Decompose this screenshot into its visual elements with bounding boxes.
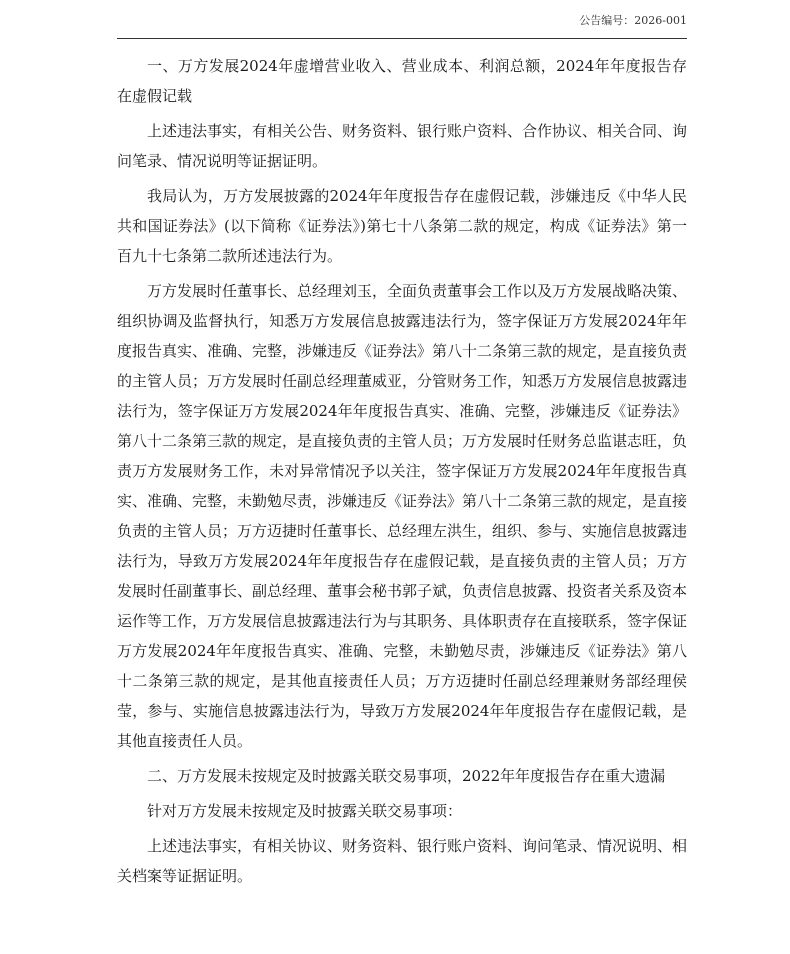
evidence-paragraph-1: 上述违法事实，有相关公告、财务资料、银行账户资料、合作协议、相关合同、询问笔录、情况说明等证据证明。 bbox=[117, 122, 688, 170]
determination-paragraph: 我局认为，万方发展披露的2024年年度报告存在虚假记载，涉嫌违反《中华人民共和国证券法》(以下简称《证券法》)第七十八条第二款的规定，构成《证券法》第一百九十七条第二款所述违法行为。 bbox=[117, 187, 687, 265]
notice-number: 公告编号：2026-001 bbox=[579, 14, 687, 27]
section-heading-2: 二、万方发展未按规定及时披露关联交易事项，2022年年度报告存在重大遗漏 bbox=[147, 767, 666, 785]
related-transaction-intro: 针对万方发展未按规定及时披露关联交易事项： bbox=[147, 802, 463, 820]
responsible-persons-paragraph: 万方发展时任董事长、总经理刘玉，全面负责董事会工作以及万方发展战略决策、组织协调及监督执行，知悉万方发展信息披露违法行为，签字保证万方发展2024年年度报告真实、准确、完整，涉嫌违反《证券法》第八十二条第三款的规定，是直接负责的主管人员；万方发展时任副总经理董威亚，分管财务工作，知悉万方发展信息披露违法行为，签字保证万方发展2024年年度报告真实、准确、完整，涉嫌违反《证券法》第八十二条第三款的规定，是直接负责的主管人员；万方发展时任财务总监谌志旺，负责万方发展财务工作，未对异常情况予以关注，签字保证万方发展2024年年度报告真实、准确、完整，未勤勉尽责，涉嫌违反《证券法》第八十二条第三款的规定，是直接负责的主管人员；万方迈捷时任董事长、总经理左洪生，组织、参与、实施信息披露违法行为，导致万方发展2024年年度报告存在虚假记载，是直接负责的主管人员；万方发展时任副董事长、副总经理、董事会秘书郭子斌，负责信息披露、投资者关系及资本运作等工作，万方发展信息披露违法行为与其职务、具体职责存在直接联系，签字保证万方发展2024年年度报告真实、准确、完整，未勤勉尽责，涉嫌违反《证券法》第八十二条第三款的规定，是其他直接责任人员；万方迈捷时任副总经理兼财务部经理侯莹，参与、实施信息披露违法行为，导致万方发展2024年年度报告存在虚假记载，是其他直接责任人员。 bbox=[117, 282, 688, 750]
page-header bbox=[117, 0, 687, 39]
document-body bbox=[117, 51, 687, 896]
section-heading-1: 一、万方发展2024年虚增营业收入、营业成本、利润总额，2024年年度报告存在虚假记载 bbox=[117, 57, 687, 105]
evidence-paragraph-2: 上述违法事实，有相关协议、财务资料、银行账户资料、询问笔录、情况说明、相关档案等证据证明。 bbox=[117, 837, 688, 885]
